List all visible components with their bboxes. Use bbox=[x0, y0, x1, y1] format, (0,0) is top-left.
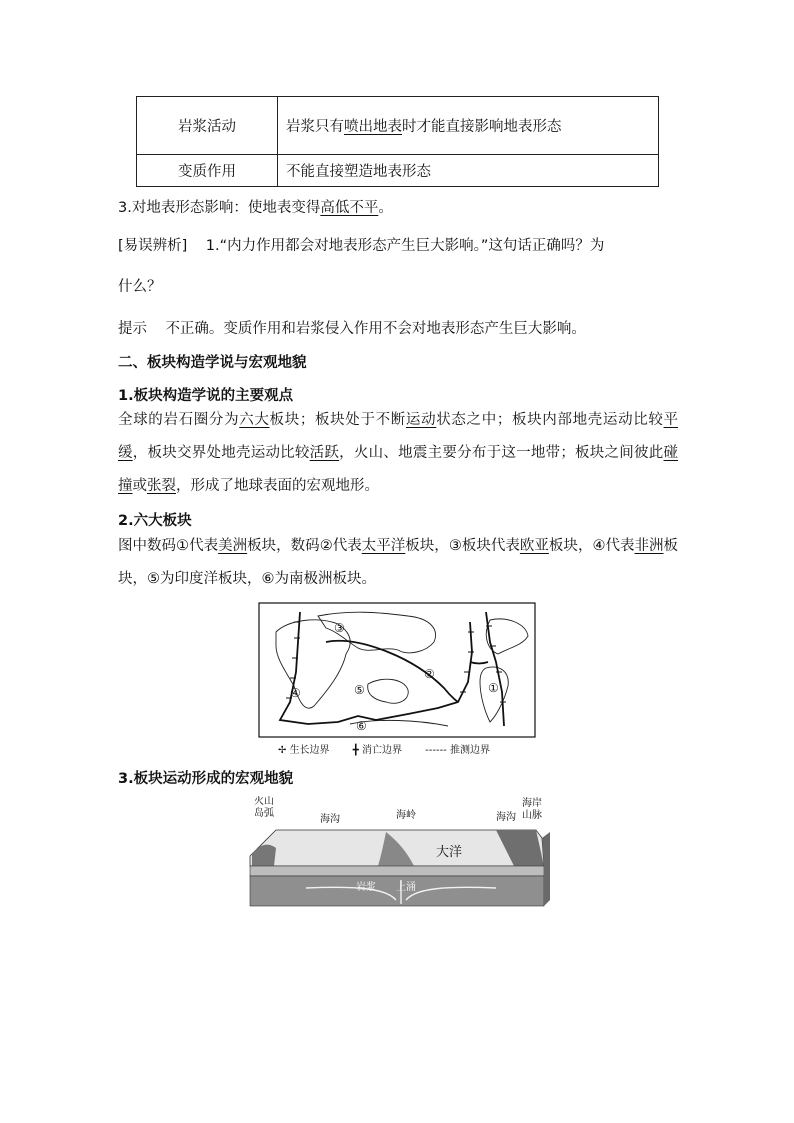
marker-2: ② bbox=[424, 667, 435, 681]
mistake-line-1 bbox=[118, 234, 678, 255]
table-cell-desc: 不能直接塑造地表形态 bbox=[278, 155, 659, 187]
label-island-arc: 岛弧 bbox=[254, 808, 274, 819]
label-mountains: 山脉 bbox=[522, 810, 542, 821]
desc-text: 岩浆只有 bbox=[286, 119, 344, 135]
label-upwelling: 上涌 bbox=[396, 882, 416, 893]
plates-map bbox=[258, 602, 536, 738]
hint-text: 不正确。变质作用和岩浆侵入作用不会对地表形态产生巨大影响。 bbox=[165, 321, 586, 337]
label-volcano: 火山 bbox=[254, 796, 274, 807]
mistake-tag: [易误辨析] bbox=[118, 238, 188, 254]
marker-4: ④ bbox=[290, 686, 301, 700]
table-row bbox=[137, 97, 659, 155]
label-ocean: 大洋 bbox=[436, 845, 463, 860]
legend-inferred: ------ 推测边界 bbox=[425, 745, 490, 756]
marker-5: ⑤ bbox=[354, 683, 365, 697]
landform-diagram bbox=[246, 796, 550, 910]
label-coastal: 海岸 bbox=[522, 798, 542, 809]
subheading-2: 2.六大板块 bbox=[118, 513, 192, 529]
label-magma: 岩浆 bbox=[356, 882, 376, 893]
marker-3: ③ bbox=[334, 621, 345, 635]
hint-label: 提示 bbox=[118, 321, 147, 337]
table-row bbox=[137, 155, 659, 187]
magmatism-metamorphism-table bbox=[136, 96, 659, 187]
desc-underlined: 喷出地表 bbox=[344, 119, 402, 135]
legend-growth: ✢ 生长边界 bbox=[278, 745, 330, 756]
section-heading: 二、板块构造学说与宏观地貌 bbox=[118, 355, 307, 371]
table-cell-name: 岩浆活动 bbox=[137, 97, 278, 155]
map-legend bbox=[278, 741, 510, 756]
table-cell-desc bbox=[278, 97, 659, 155]
table-cell-name: 变质作用 bbox=[137, 155, 278, 187]
plate-theory-paragraph: 全球的岩石圈分为六大板块；板块处于不断运动状态之中；板块内部地壳运动比较平缓，板块交界处地壳运动比较活跃，火山、地震主要分布于这一地带；板块之间彼此碰撞或张裂，形成了地球表面的宏观地形。 bbox=[118, 412, 679, 494]
point-text: 3.对地表形态影响：使地表变得 bbox=[118, 200, 321, 216]
subheading-3: 3.板块运动形成的宏观地貌 bbox=[118, 771, 294, 787]
subheading-1: 1.板块构造学说的主要观点 bbox=[118, 388, 294, 404]
label-trench-right: 海沟 bbox=[496, 812, 516, 823]
mistake-question: 1.“内力作用都会对地表形态产生巨大影响。”这句话正确吗？为 bbox=[205, 238, 605, 254]
point-3-line bbox=[118, 196, 678, 217]
mistake-line-2: 什么？ bbox=[118, 279, 162, 295]
label-ridge: 海岭 bbox=[396, 810, 416, 821]
six-plates-paragraph: 图中数码①代表美洲板块，数码②代表太平洋板块，③板块代表欧亚板块，④代表非洲板块，⑤为印度洋板块，⑥为南极洲板块。 bbox=[118, 538, 679, 587]
marker-1: ① bbox=[488, 681, 499, 695]
point-underlined: 高低不平 bbox=[320, 200, 379, 216]
point-text: 。 bbox=[378, 200, 393, 216]
label-trench-left: 海沟 bbox=[320, 814, 340, 825]
hint-line bbox=[118, 317, 678, 338]
marker-6: ⑥ bbox=[356, 719, 367, 733]
legend-subduction: ╋ 消亡边界 bbox=[352, 745, 402, 756]
desc-text: 时才能直接影响地表形态 bbox=[402, 119, 562, 135]
